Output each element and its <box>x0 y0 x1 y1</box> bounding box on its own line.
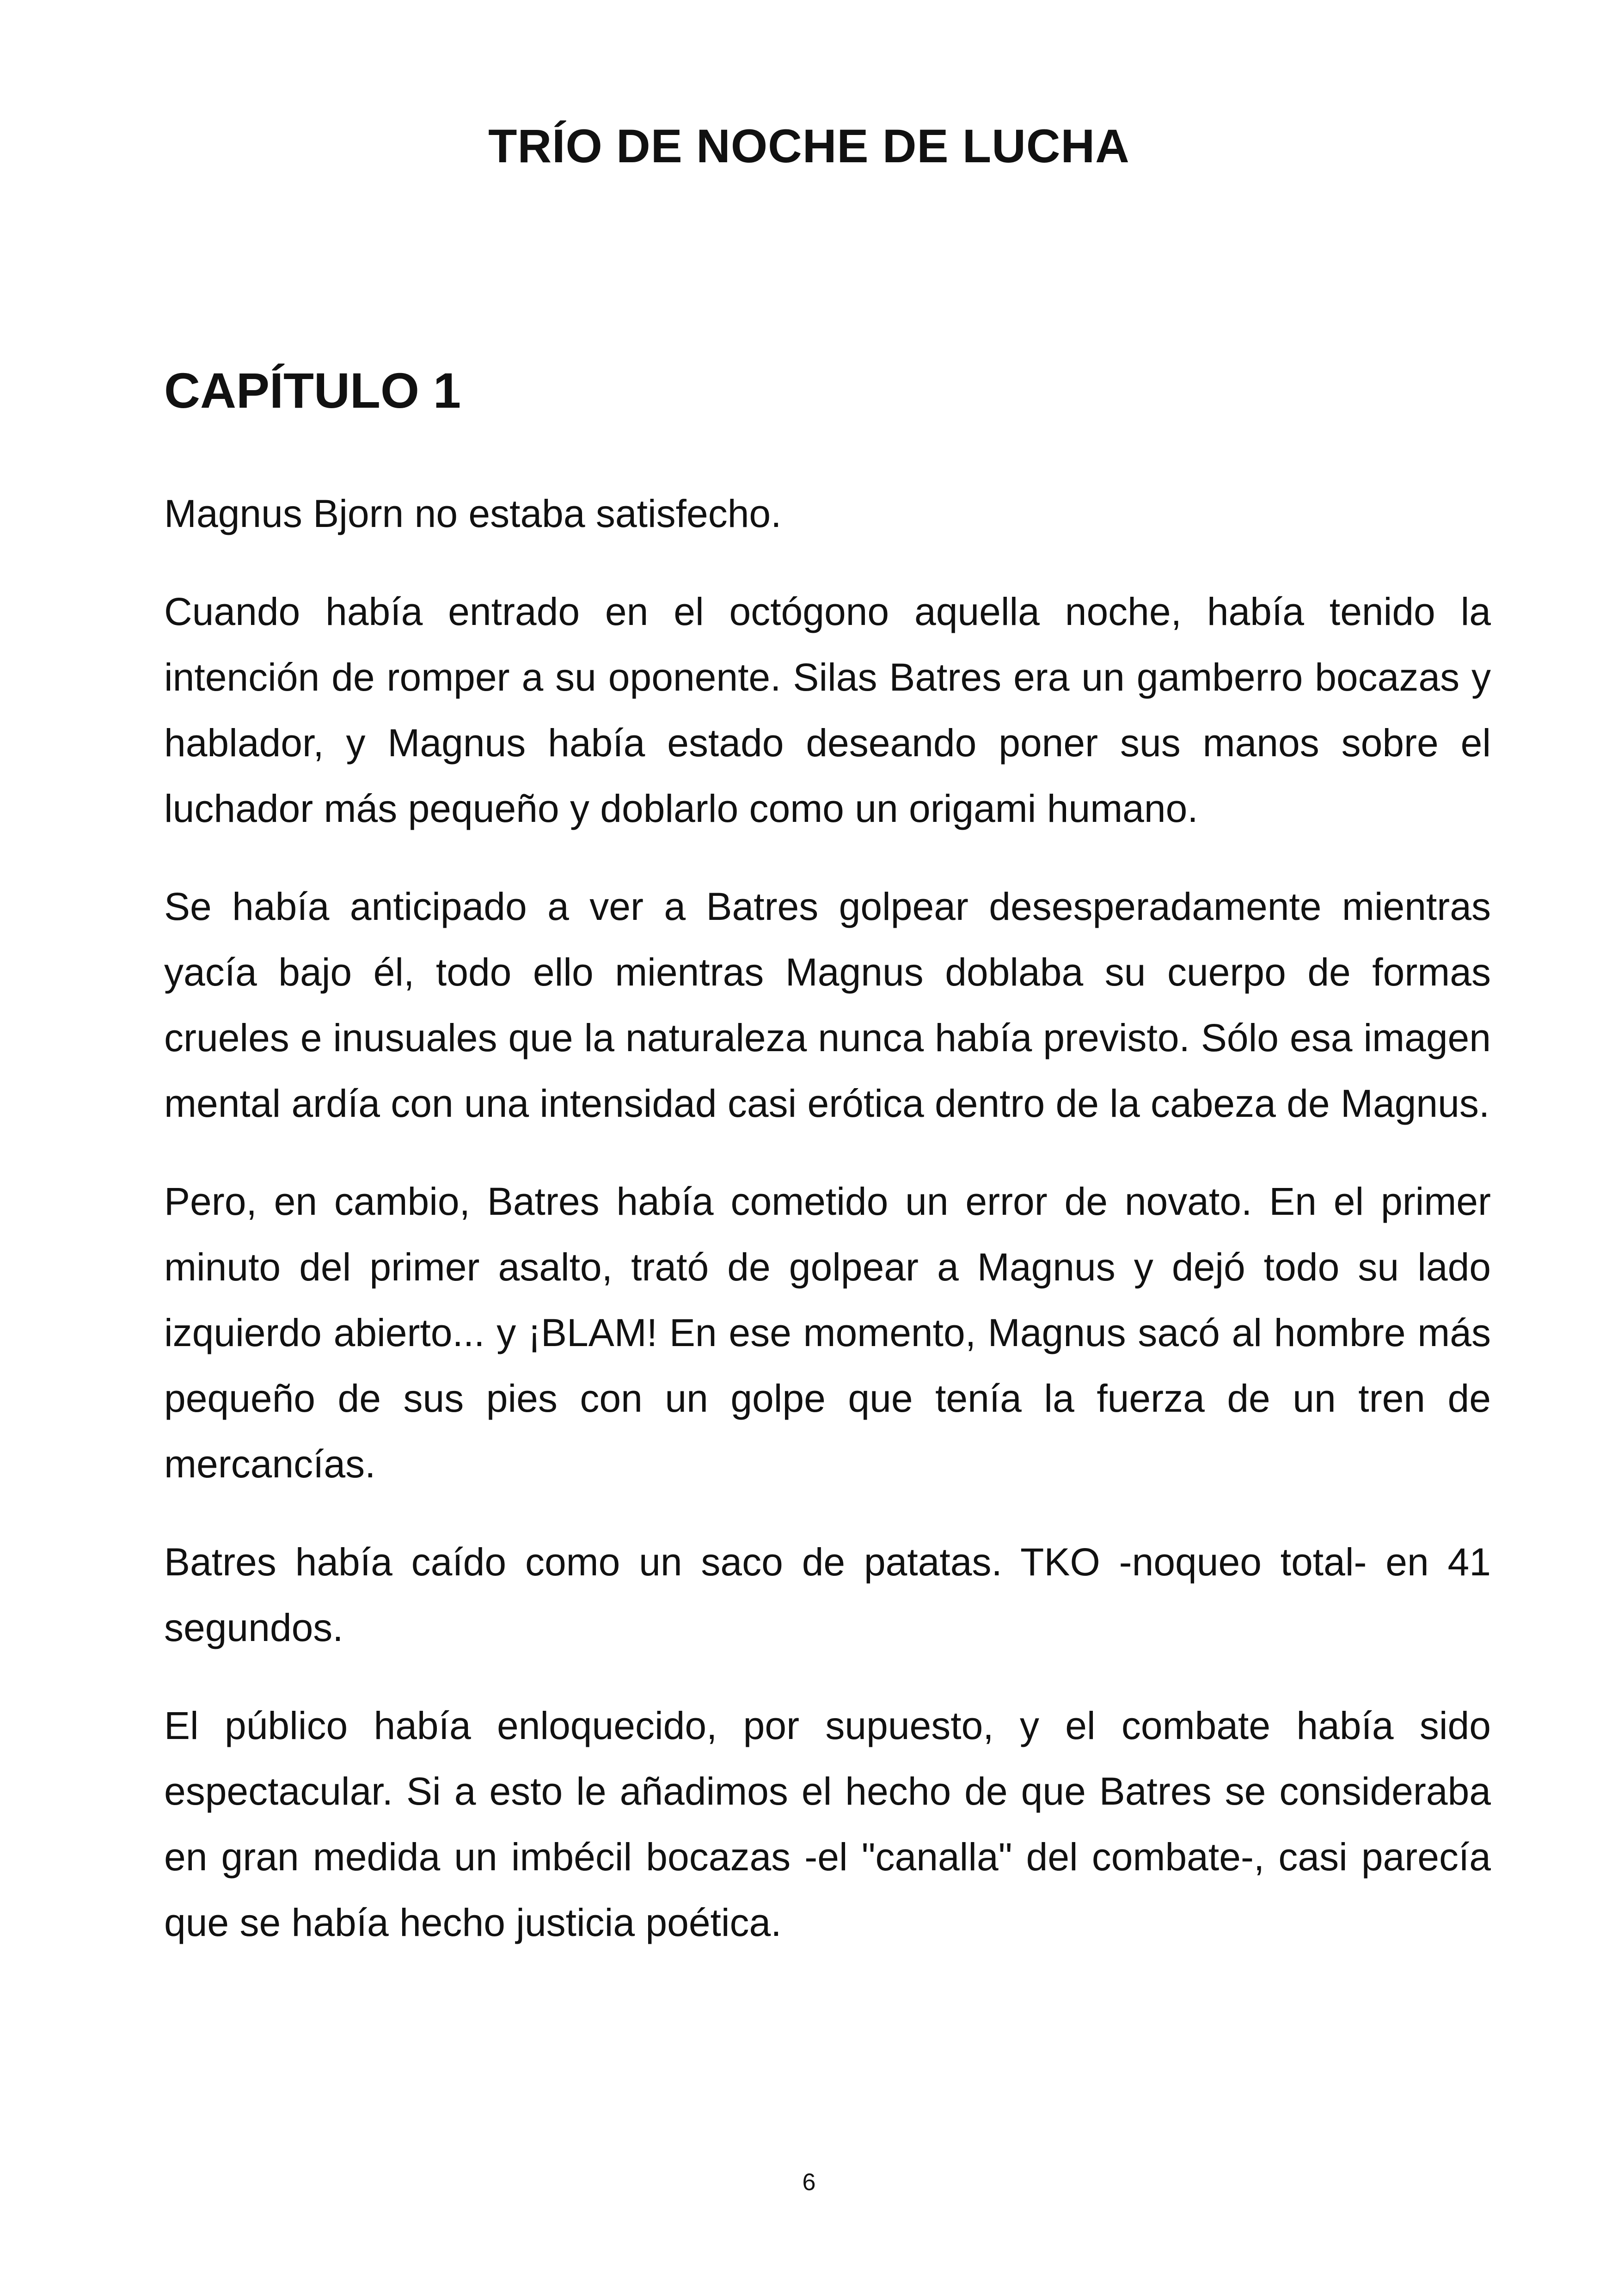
chapter-body <box>164 481 1491 1988</box>
paragraph: Se había anticipado a ver a Batres golpear desesperadamente mientras yacía bajo él, todo ello mientras Magnus doblaba su cuerpo de formas crueles e inusuales que la naturaleza nunca había previsto. Sólo esa imagen mental ardía con una intensidad casi erótica dentro de la cabeza de Magnus. <box>164 885 1491 1125</box>
paragraph: Batres había caído como un saco de patatas. TKO -noqueo total- en 41 segundos. <box>164 1540 1491 1649</box>
paragraph: Pero, en cambio, Batres había cometido un error de novato. En el primer minuto del primer asalto, trató de golpear a Magnus y dejó todo su lado izquierdo abierto... y ¡BLAM! En ese momento, Magnus sacó al hombre más pequeño de sus pies con un golpe que tenía la fuerza de un tren de mercancías. <box>164 1180 1491 1486</box>
book-title: TRÍO DE NOCHE DE LUCHA <box>488 120 1130 172</box>
paragraph: Cuando había entrado en el octógono aquella noche, había tenido la intención de romper a su oponente. Silas Batres era un gamberro bocazas y hablador, y Magnus había estado deseando poner sus manos sobre el luchador más pequeño y doblarlo como un origami humano. <box>164 590 1491 830</box>
chapter-title: CAPÍTULO 1 <box>164 362 461 418</box>
paragraph: Magnus Bjorn no estaba satisfecho. <box>164 492 782 535</box>
paragraph: El público había enloquecido, por supuesto, y el combate había sido espectacular. Si a esto le añadimos el hecho de que Batres se consideraba en gran medida un imbécil bocazas -el "canalla" del combate-, casi parecía que se había hecho justicia poética. <box>164 1704 1491 1944</box>
page-number: 6 <box>802 2169 816 2196</box>
